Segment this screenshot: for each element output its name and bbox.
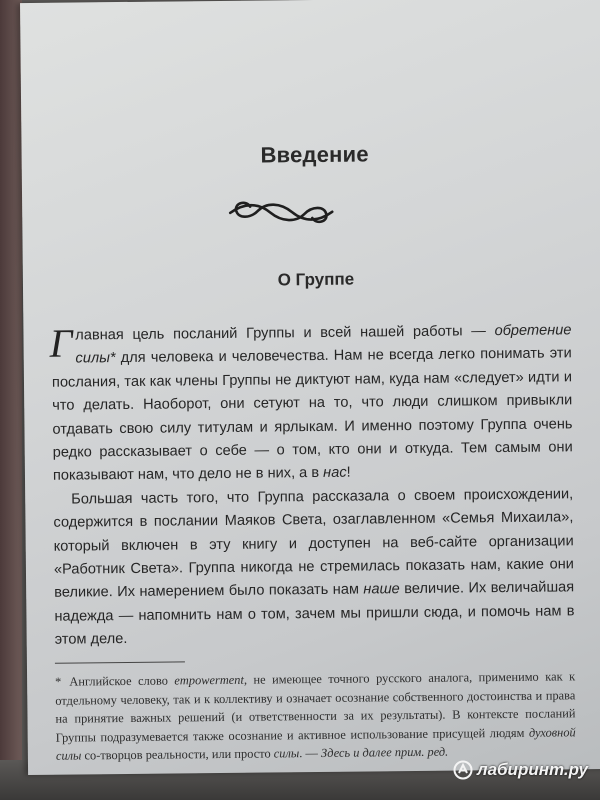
background-left-edge bbox=[0, 0, 22, 800]
paragraph-2-part-2: величие. Их величайшая надежда — напомнить нам о том, зачем мы пришли сюда, и помочь нам в этом деле. bbox=[54, 579, 575, 649]
section-title: О Группе bbox=[277, 269, 355, 290]
book-page bbox=[20, 0, 600, 775]
paragraph-1-emphasis-1: обретение силы* bbox=[75, 322, 572, 367]
footnote-part-1: Английское слово bbox=[69, 673, 175, 689]
paragraph-1-emphasis-2: нас bbox=[323, 465, 347, 482]
paragraph-1 bbox=[51, 319, 573, 488]
footnote-mark: * bbox=[55, 674, 62, 689]
footnote-part-3: со-творцов реальности, или просто bbox=[81, 746, 274, 763]
footnote-divider bbox=[55, 661, 185, 663]
body-text bbox=[51, 319, 574, 652]
footnote-emphasis-1: empowerment bbox=[174, 672, 244, 688]
paragraph-1-part-3: ! bbox=[346, 465, 351, 482]
footnote-part-2: , не имеющее точного русского аналога, применимо как к отдельному человеку, так и к коллективу и означает осознание собственного достоинства и права на принятие важных решений (и ответственности за их результаты). В контексте посланий Группы подразумевается также осознание и активное использование присущей людям bbox=[55, 669, 576, 745]
labirint-logo-icon bbox=[453, 760, 473, 780]
watermark bbox=[453, 760, 588, 780]
paragraph-2-emphasis: наше bbox=[363, 581, 400, 598]
footnote-emphasis-2: духовной силы bbox=[55, 724, 576, 763]
drop-cap: Г bbox=[49, 320, 73, 366]
paragraph-1-part-2: для человека и человечества. Нам не всегда легко понимать эти послания, так как члены Группы не диктуют нам, куда нам «следует» идти и что делать. Наоборот, они сетуют на то, что люди слишком привыкли отдавать свою силу титулам и ярлыкам. И именно поэтому Группа очень редко рассказывает о себе — о том, кто они и откуда. Тем самым они показывают нам, что дело не в них, а в bbox=[51, 345, 573, 485]
footnote-emphasis-3: силы bbox=[273, 746, 300, 761]
paragraph-2-part-1: Большая часть того, что Группа рассказала о своем происхождении, содержится в послании Маяков Света, озаглавленном «Семья Михаила», который включен в эту книгу и доступен на веб-сайте организации «Работник Света». Группа никогда не стремилась показать нам, какие они великие. Их намерением было показать нам bbox=[53, 486, 575, 602]
page-title: Введение bbox=[260, 141, 369, 168]
footnote-emphasis-4: Здесь и далее прим. ред. bbox=[320, 744, 449, 760]
footnote-part-4: . — bbox=[299, 745, 322, 761]
footnote bbox=[55, 667, 576, 765]
ornament-icon bbox=[226, 192, 336, 233]
watermark-text: лабиринт.ру bbox=[477, 760, 588, 779]
paragraph-2 bbox=[53, 483, 575, 652]
paragraph-1-part-1: лавная цель посланий Группы и всей нашей работы — bbox=[75, 323, 495, 344]
